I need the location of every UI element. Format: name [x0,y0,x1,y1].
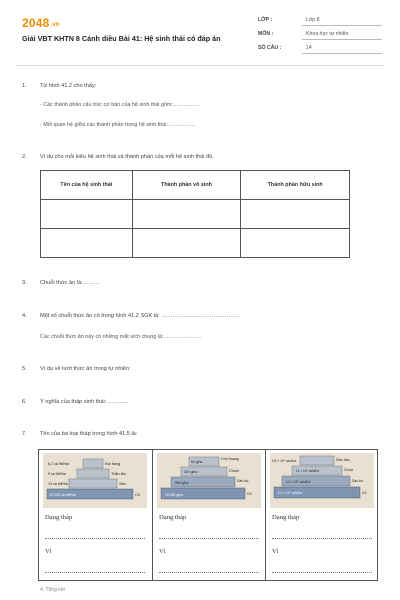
question-number: 7. [22,431,27,437]
table-header-row [41,171,350,200]
tier-organism: Đại bàng [105,462,121,466]
meta-key: MÔN : [258,31,274,37]
pyramid-reason-label: Vì [159,548,166,555]
tier-value: 11 × 10⁶ calo/ha [296,469,319,473]
pyramid-tier [69,479,117,488]
pyramid-type-label: Dạng tháp [159,514,187,521]
tier-organism: Thằn lằn [111,472,126,476]
tier-organism: Cỏ [247,492,252,496]
header-divider [16,65,384,66]
table-cell[interactable] [132,229,241,258]
pyramid-type-label: Dạng tháp [272,514,300,521]
ecosystem-table [40,170,350,258]
tier-value: 10 cá thể/ha [48,482,68,486]
table-header-cell: Tên của hệ sinh thái [41,171,133,200]
pyramid-biomass-diagram [157,453,261,508]
tier-value: 2,1 × 10⁶ calo/ha [278,491,303,495]
meta-underline [302,39,382,40]
question-number: 1. [22,83,27,89]
meta-key: LỚP : [258,17,273,23]
tier-value: 15 000 g/ha [165,493,183,497]
document-title: Giải VBT KHTN 8 Cánh diều Bài 41: Hệ sinh thái có đáp án [22,34,221,43]
question-1-sub-2: - Mối quan hệ giữa các thành phần trong hệ sinh thái:…………… [40,122,195,128]
pyramid-number-image [43,453,147,508]
logo-suffix: .vn [50,22,60,28]
tier-organism: Sâu bọ [237,479,249,483]
pyramid-column-number [39,450,151,580]
pyramid-reason-answer-line[interactable] [45,572,145,573]
table-cell[interactable] [241,200,350,229]
question-text: Ý nghĩa của tháp sinh thái:………… [40,399,129,405]
pyramid-column-energy [265,450,378,580]
tier-value: 6,2 cá thể/ha [48,462,69,466]
question-text: Tên của ba loại tháp trong hình 41.5 là: [40,431,138,437]
tier-value: 560 g/ha [175,481,189,485]
pyramid-tier [300,456,334,465]
header [22,14,382,60]
tier-organism: Cỏ [362,491,367,495]
meta-key: SỐ CÂU : [258,45,282,51]
pyramid-energy-image [270,453,374,508]
tier-value: 10 000 cá thể/ha [49,493,76,497]
table-cell[interactable] [41,229,133,258]
question-4-sub-1: Các chuỗi thức ăn này có những mắt xích chung là:………………… [40,334,202,340]
pyramid-column-biomass [152,450,265,580]
tier-organism: Chuột [229,469,239,473]
question-number: 3. [22,280,27,286]
question-text: Từ hình 41.2 cho thấy: [40,83,97,89]
tier-value: 0,5 × 10⁶ calo/ha [272,459,297,463]
question-number: 2. [22,154,27,160]
tier-organism: Chuột [344,468,354,472]
meta-info [258,14,382,56]
pyramid-number-diagram [43,453,147,508]
question-text: Chuỗi thức ăn là:……… [40,280,100,286]
meta-count [258,42,382,56]
question-1-sub-1: - Các thành phần cấu trúc cơ bản của hệ sinh thái gồm:…………… [40,102,200,108]
tier-value: 60 g/ha [191,460,203,464]
tier-value: 9 cá thể/ha [48,472,66,476]
pyramid-type-answer-line[interactable] [272,538,372,539]
pyramid-reason-label: Vì [272,548,279,555]
pyramid-type-answer-line[interactable] [159,538,259,539]
table-header-cell: Thành phần hữu sinh [241,171,350,200]
logo-main: 2048 [22,16,50,30]
meta-underline [302,25,382,26]
pyramid-panel [38,449,378,581]
meta-grade [258,14,382,28]
tier-value: 400 g/ha [184,470,198,474]
table-row [41,229,350,258]
pyramid-energy-diagram [270,453,374,508]
site-logo[interactable] [22,16,60,30]
tier-value: 1,2 × 10⁶ calo/ha [286,480,311,484]
question-number: 5. [22,366,27,372]
meta-value: 14 [306,45,312,51]
table-row [41,200,350,229]
question-text: Ví dụ về lưới thức ăn trong tự nhiên: [40,366,131,372]
tier-organism: Cỏ [135,493,140,497]
pyramid-reason-label: Vì [45,548,52,555]
table-cell[interactable] [41,200,133,229]
pyramid-reason-answer-line[interactable] [272,572,372,573]
meta-subject [258,28,382,42]
table-cell[interactable] [132,200,241,229]
meta-value: Lớp 8 [306,17,320,23]
pyramid-tier [77,469,109,478]
table-cell[interactable] [241,229,350,258]
tier-organism: Sâu [119,482,126,486]
pyramid-biomass-image [157,453,261,508]
table-header-cell: Thành phần vô sinh [132,171,241,200]
meta-value: Khoa học tự nhiên [306,31,349,37]
pyramid-reason-answer-line[interactable] [159,572,259,573]
question-text: Một số chuỗi thức ăn có trong hình 41.2 SGK là: …………………………………… [40,313,240,319]
question-number: 6. [22,399,27,405]
pyramid-tier [83,459,103,468]
question-number: 4. [22,313,27,319]
tier-organism: Sâu bọ [352,479,363,483]
meta-underline [302,53,382,54]
pyramid-type-answer-line[interactable] [45,538,145,539]
tier-organism: Diều hâu [336,458,350,462]
next-section-cut: 4. Tổng kết [40,587,65,593]
pyramid-type-label: Dạng tháp [45,514,73,521]
question-text: Ví dụ cho mỗi kiểu hệ sinh thái và thành phần của mỗi hệ sinh thái đó. [40,154,214,160]
tier-organism: Chó hoang [221,457,239,461]
